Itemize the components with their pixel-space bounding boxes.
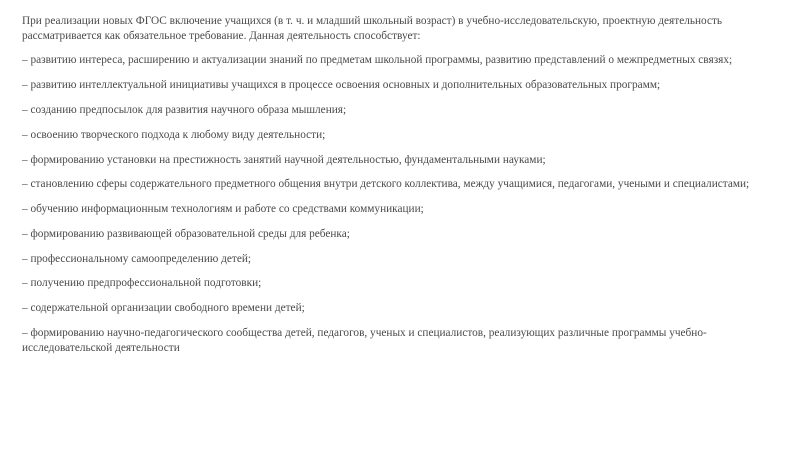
- list-item: – развитию интеллектуальной инициативы учащихся в процессе освоения основных и дополнительных образовательных программ;: [22, 79, 661, 92]
- list-item: – освоению творческого подхода к любому виду деятельности;: [22, 128, 326, 141]
- list-item: – формированию развивающей образовательной среды для ребенка;: [22, 227, 350, 240]
- list-item: – профессиональному самоопределению детей;: [22, 252, 252, 265]
- list-item: – формированию установки на престижность занятий научной деятельностью, фундаментальными науками;: [22, 153, 546, 166]
- list-item: – получению предпрофессиональной подготовки;: [22, 277, 262, 290]
- text-body: [22, 14, 752, 355]
- list-item: – развитию интереса, расширению и актуализации знаний по предметам школьной программы, развитию представлений о межпредметных связях;: [22, 54, 733, 67]
- intro-paragraph: При реализации новых ФГОС включение учащихся (в т. ч. и младший школьный возраст) в учебно-исследовательскую, проектную деятельность рассматривается как обязательное требование. Данная деятельность способствует:: [22, 15, 723, 42]
- list-item: – обучению информационным технологиям и работе со средствами коммуникации;: [22, 203, 424, 216]
- list-item: – созданию предпосылок для развития научного образа мышления;: [22, 103, 347, 116]
- list-item: – формированию научно-педагогического сообщества детей, педагогов, ученых и специалистов, реализующих различные программы учебно-исследовательской деятельности: [22, 326, 707, 354]
- list-item: – становлению сферы содержательного предметного общения внутри детского коллектива, между учащимися, педагогами, учеными и специалистами;: [22, 178, 750, 191]
- list-item: – содержательной организации свободного времени детей;: [22, 302, 305, 315]
